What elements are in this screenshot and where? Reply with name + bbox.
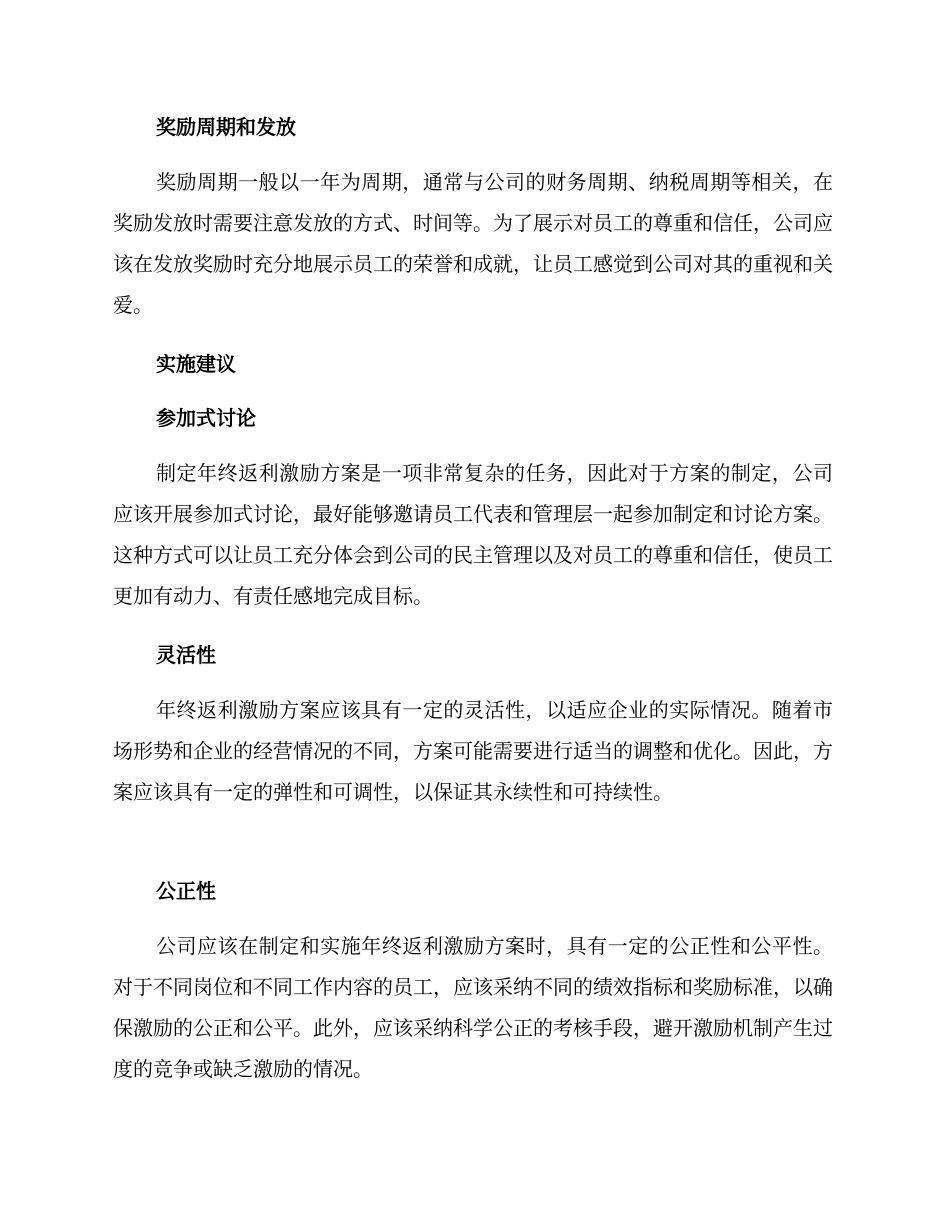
section-heading-reward-cycle: 奖励周期和发放 [156, 115, 296, 139]
section-heading-implementation: 实施建议 [156, 352, 236, 376]
paragraph-fairness: 公司应该在制定和实施年终返利激励方案时，具有一定的公正性和公平性。对于不同岗位和不同工作内容的员工，应该采纳不同的绩效指标和奖励标准，以确保激励的公正和公平。此外，应该采纳科学公正的考核手段，避开激励机制产生过度的竞争或缺乏激励的情况。 [113, 934, 833, 1081]
paragraph-flexibility: 年终返利激励方案应该具有一定的灵活性，以适应企业的实际情况。随着市场形势和企业的经营情况的不同，方案可能需要进行适当的调整和优化。因此，方案应该具有一定的弹性和可调性，以保证其永续性和可持续性。 [113, 698, 833, 804]
paragraph-reward-cycle: 奖励周期一般以一年为周期，通常与公司的财务周期、纳税周期等相关，在奖励发放时需要注意发放的方式、时间等。为了展示对员工的尊重和信任，公司应该在发放奖励时充分地展示员工的荣誉和成就，让员工感觉到公司对其的重视和关爱。 [113, 170, 833, 317]
section-heading-flexibility: 灵活性 [156, 643, 216, 667]
section-heading-participatory-discussion: 参加式讨论 [156, 406, 256, 430]
section-heading-fairness: 公正性 [156, 879, 216, 903]
paragraph-participatory-discussion: 制定年终返利激励方案是一项非常复杂的任务，因此对于方案的制定，公司应该开展参加式讨论，最好能够邀请员工代表和管理层一起参加制定和讨论方案。这种方式可以让员工充分体会到公司的民主管理以及对员工的尊重和信任，使员工更加有动力、有责任感地完成目标。 [113, 461, 833, 608]
